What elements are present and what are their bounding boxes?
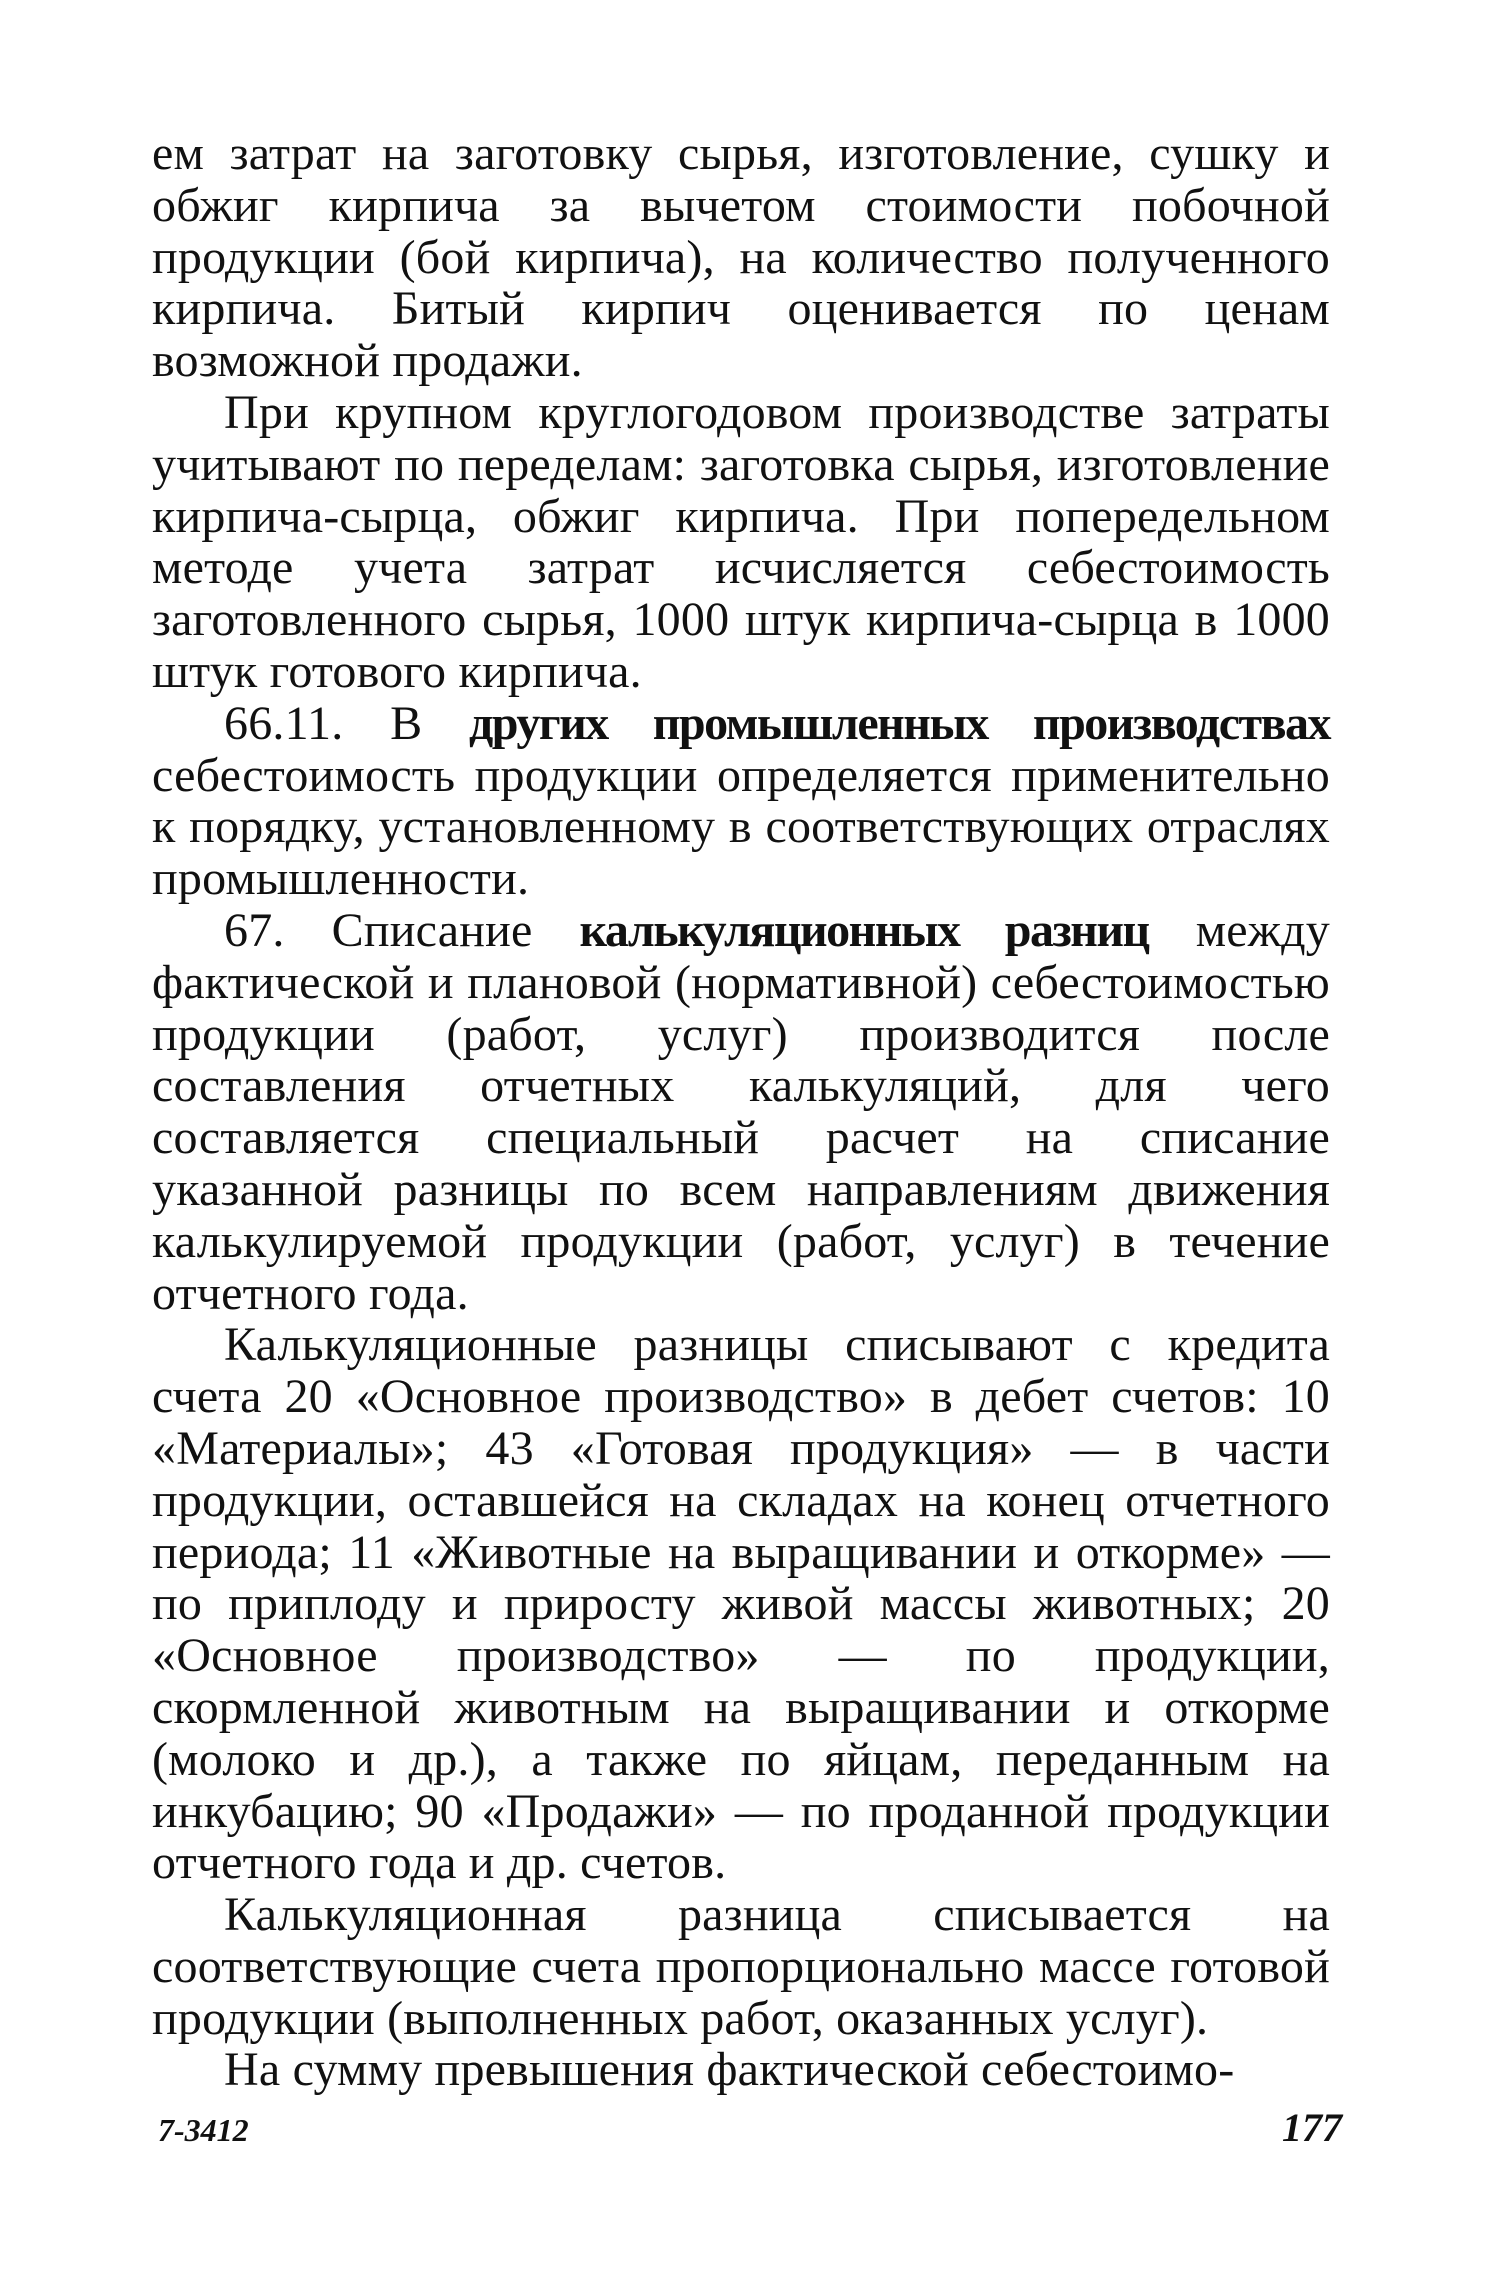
- printer-signature: 7-3412: [158, 2112, 249, 2148]
- page-number: 177: [1282, 2105, 1342, 2150]
- page-body: [152, 128, 1330, 2096]
- term-calculation-differences: калькуляционных разниц: [579, 903, 1149, 957]
- paragraph-66-11-rest: себестоимость продукции определяется применительно к порядку, установленному в соответствующих отраслях промышленности.: [152, 748, 1330, 906]
- paragraph-6: Калькуляционная разница списывается на соответствующие счета пропорционально массе готовой продукции (выполненных работ, оказанных услуг).: [152, 1888, 1330, 2045]
- paragraph-2: При крупном круглогодовом производстве затраты учитывают по переделам: заготовка сырья, изготовление кирпича-сырца, обжиг кирпича. При попередельном методе учета затрат исчисляется себестоимость заготовленного сырья, 1000 штук кирпича-сырца в 1000 штук готового кирпича.: [152, 385, 1330, 698]
- term-other-industries: других промышленных производствах: [469, 696, 1330, 750]
- paragraph-67: [152, 905, 1330, 1319]
- paragraph-1: ем затрат на заготовку сырья, изготовление, сушку и обжиг кирпича за вычетом стоимости побочной продукции (бой кирпича), на количество полученного кирпича. Битый кирпич оценивается по ценам возможной продажи.: [152, 127, 1330, 388]
- paragraph-7: На сумму превышения фактической себестоимо-: [224, 2043, 1235, 2097]
- paragraph-5: Калькуляционные разницы списывают с кредита счета 20 «Основное производство» в дебет счетов: 10 «Материалы»; 43 «Готовая продукция» — в части продукции, оставшейся на складах на конец отчетного периода; 11 «Животные на выращивании и откорме» — по приплоду и приросту живой массы животных; 20 «Основное производство» — по продукции, скормленной животным на выращивании и откорме (молоко и др.), а также по яйцам, переданным на инкубацию; 90 «Продажи» — по проданной продукции отчетного года и др. счетов.: [152, 1318, 1330, 1890]
- paragraph-67-rest: между фактической и плановой (нормативной) себестоимостью продукции (работ, услуг) производится после составления отчетных калькуляций, для чего составляется специальный расчет на списание указанной разницы по всем направлениям движения калькулируемой продукции (работ, услуг) в течение отчетного года.: [152, 903, 1330, 1320]
- paragraph-67-lead: 67. Списание: [224, 903, 580, 957]
- paragraph-66-11-lead: 66.11. В: [224, 696, 469, 750]
- paragraph-66-11: [152, 698, 1330, 905]
